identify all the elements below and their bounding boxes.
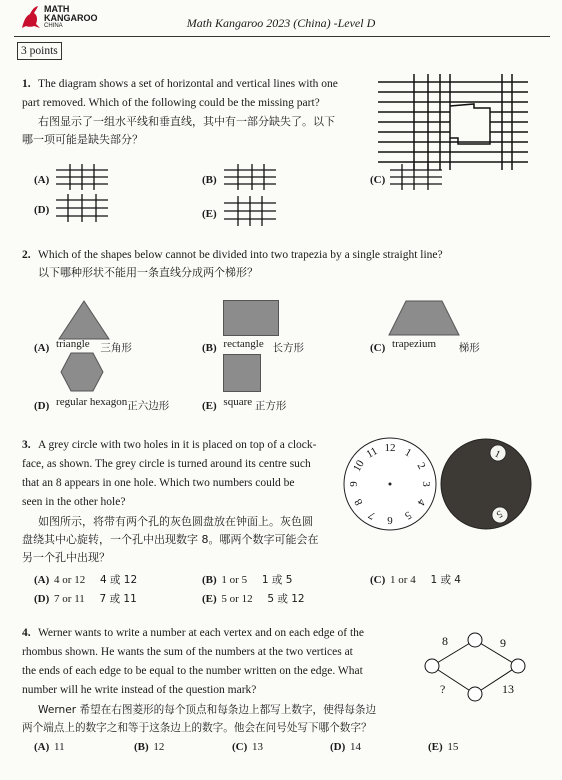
q3-text-en-3: that an 8 appears in one hole. Which two numbers could be — [22, 477, 295, 489]
q4-option-a-letter: (A) — [34, 741, 50, 753]
q4-option-a[interactable] — [34, 741, 65, 753]
q1-text-zh-2: 哪一项可能是缺失部分？ — [22, 133, 143, 146]
clock-number-12: 12 — [384, 442, 396, 454]
q1-text-en-1: The diagram shows a set of horizontal and vertical lines with one — [38, 78, 338, 90]
q3-option-b-zh: 1 或 5 — [261, 574, 293, 586]
q1-text-en-2: part removed. Which of the following could be the missing part? — [22, 97, 320, 109]
q3-text-zh-1: 如图所示，将带有两个孔的灰色圆盘放在钟面上。灰色圆 — [38, 515, 313, 528]
rhombus-diagram — [420, 630, 530, 714]
q3-option-b-letter: (B) — [202, 574, 217, 586]
q2-option-a-en: triangle — [56, 338, 90, 350]
q4-text-en-3: the ends of each edge to be equal to the number written on the edge. What — [22, 665, 363, 677]
q3-option-b-en: 1 or 5 — [221, 574, 248, 586]
q3-option-e-letter: (E) — [202, 593, 217, 605]
q1-option-a-figure — [56, 164, 108, 190]
q4-option-d-value: 14 — [350, 741, 362, 753]
q2-option-b[interactable] — [202, 340, 304, 355]
q4-option-b-value: 12 — [153, 741, 165, 753]
q2-option-a[interactable] — [34, 340, 132, 355]
clock-number-4: 4 — [414, 496, 428, 508]
q3-option-e-en: 5 or 12 — [221, 593, 253, 605]
q3-text-zh-2: 盘绕其中心旋转，一个孔中出现数字 8。哪两个数字可能会在 — [22, 533, 319, 546]
hexagon-shape — [60, 352, 104, 392]
q2-option-a-zh: 三角形 — [100, 342, 132, 354]
q3-option-e-zh: 5 或 12 — [267, 593, 305, 605]
q1-option-e-figure — [224, 196, 276, 226]
q4-option-e-value: 15 — [447, 741, 459, 753]
edge-label-top-left: 8 — [442, 634, 448, 648]
q3-text-en-2: face, as shown. The grey circle is turned around its centre such — [22, 458, 311, 470]
q2-text-zh: 以下哪种形状不能用一条直线分成两个梯形？ — [38, 266, 258, 279]
q1-option-a-letter: (A) — [34, 174, 50, 186]
q2-option-e-letter: (E) — [202, 400, 217, 412]
q3-text-en-4: seen in the other hole? — [22, 496, 126, 508]
edge-label-top-right: 9 — [500, 636, 506, 650]
clock-number-9: 9 — [348, 481, 360, 487]
q3-option-c[interactable] — [370, 572, 461, 587]
q2-option-b-zh: 长方形 — [272, 342, 304, 354]
q1-option-b-figure — [224, 164, 276, 190]
q4-option-c-value: 13 — [252, 741, 264, 753]
q3-option-a-letter: (A) — [34, 574, 50, 586]
q2-text-en: Which of the shapes below cannot be divided into two trapezia by a single straight line? — [38, 249, 443, 261]
q1-option-d-letter: (D) — [34, 204, 50, 216]
q4-text-en-4: number will he write instead of the question mark? — [22, 684, 257, 696]
edge-label-bottom-left: ? — [440, 682, 446, 696]
vertex-left — [425, 659, 439, 673]
q1-option-b-letter: (B) — [202, 174, 217, 186]
q2-option-b-en: rectangle — [223, 338, 264, 350]
q3-option-d[interactable] — [34, 591, 137, 606]
vertex-right — [511, 659, 525, 673]
q3-option-d-zh: 7 或 11 — [99, 593, 137, 605]
q2-option-a-letter: (A) — [34, 342, 50, 354]
q4-option-d[interactable] — [330, 741, 361, 753]
q2-option-e-en: square — [223, 396, 253, 408]
q3-option-a-en: 4 or 12 — [54, 574, 86, 586]
hole-number-1: 1 — [492, 448, 502, 461]
logo-line-2: KANGAROO — [44, 13, 98, 23]
q4-text-zh-1: Werner 希望在右图菱形的每个顶点和每条边上都写上数字，使得每条边 — [38, 704, 377, 716]
q1-option-b[interactable] — [202, 174, 217, 186]
q1-text-zh-1: 右图显示了一组水平线和垂直线，其中有一部分缺失了。以下 — [38, 115, 335, 128]
clock-number-1: 1 — [402, 446, 414, 460]
triangle-shape — [58, 300, 110, 340]
clock-number-11: 11 — [364, 445, 380, 461]
q3-option-a-zh: 4 或 12 — [99, 574, 138, 586]
q3-number: 3. — [22, 439, 31, 451]
q1-option-d[interactable] — [34, 204, 49, 216]
vertex-top — [468, 633, 482, 647]
q2-option-c[interactable] — [370, 340, 480, 355]
hole-number-5: 5 — [494, 507, 505, 520]
q1-option-c-figure — [390, 164, 442, 190]
q4-option-e-letter: (E) — [428, 741, 443, 753]
q4-text-zh-2: 两个端点上的数字之和等于这条边上的数字。他会在问号处写下哪个数字？ — [22, 722, 372, 734]
header — [0, 0, 562, 40]
header-rule — [14, 36, 550, 37]
logo-line-1: MATH — [44, 4, 70, 14]
q3-text-en-1: A grey circle with two holes in it is placed on top of a clock- — [38, 439, 317, 451]
clock-number-8: 8 — [352, 496, 366, 508]
clock-number-7: 7 — [366, 508, 378, 522]
edge-label-bottom-right: 13 — [502, 682, 514, 696]
q3-option-c-en: 1 or 4 — [390, 574, 416, 586]
q4-option-d-letter: (D) — [330, 741, 346, 753]
q2-option-e[interactable] — [202, 398, 286, 413]
q4-option-c-letter: (C) — [232, 741, 248, 753]
q3-option-e[interactable] — [202, 591, 305, 606]
q1-number: 1. — [22, 78, 31, 90]
q3-option-c-zh: 1 或 4 — [430, 574, 461, 586]
q4-option-e[interactable] — [428, 741, 458, 753]
clock-number-10: 10 — [350, 458, 367, 474]
q4-option-a-value: 11 — [54, 741, 65, 753]
rectangle-shape — [223, 300, 279, 336]
clock-number-3: 3 — [420, 481, 432, 487]
q1-option-e-letter: (E) — [202, 208, 217, 220]
q3-option-d-en: 7 or 11 — [54, 593, 85, 605]
q1-option-d-figure — [56, 194, 108, 222]
q4-number: 4. — [22, 627, 31, 639]
q1-option-a[interactable] — [34, 174, 49, 186]
q4-text-en-1: Werner wants to write a number at each vertex and on each edge of the — [38, 627, 365, 639]
trapezium-shape — [388, 300, 460, 336]
q2-option-e-zh: 正方形 — [254, 400, 287, 412]
square-shape — [223, 354, 261, 392]
q2-option-c-zh: 梯形 — [458, 342, 480, 354]
q3-option-b[interactable] — [202, 572, 292, 587]
q4-option-b-letter: (B) — [134, 741, 149, 753]
q4-option-b[interactable] — [134, 741, 164, 753]
q3-text-zh-3: 另一个孔中出现？ — [22, 551, 110, 564]
q1-option-c-letter: (C) — [370, 174, 386, 186]
vertex-bottom — [468, 687, 482, 701]
q1-grid-diagram — [378, 74, 528, 170]
q3-option-c-letter: (C) — [370, 574, 386, 586]
clock-number-2: 2 — [414, 460, 428, 472]
q2-option-d-en: regular hexagon — [56, 396, 128, 408]
grey-circle-disc — [440, 438, 532, 530]
q2-option-b-letter: (B) — [202, 342, 217, 354]
q1-option-c[interactable] — [370, 174, 385, 186]
logo-line-3: CHINA — [44, 23, 63, 29]
q2-option-d-letter: (D) — [34, 400, 50, 412]
q2-option-d-zh: 正六边形 — [127, 400, 170, 412]
q3-option-a[interactable] — [34, 572, 137, 587]
q2-option-d[interactable] — [34, 398, 169, 413]
q2-number: 2. — [22, 249, 31, 261]
q2-option-c-letter: (C) — [370, 342, 386, 354]
clock-number-5: 5 — [402, 508, 414, 522]
q4-text-en-2: rhombus shown. He wants the sum of the numbers at the two vertices at — [22, 646, 353, 658]
q2-option-c-en: trapezium — [392, 338, 437, 350]
header-title: Math Kangaroo 2023 (China) -Level D — [186, 16, 376, 30]
clock-number-6: 6 — [387, 514, 393, 526]
q3-option-d-letter: (D) — [34, 593, 50, 605]
q1-option-e[interactable] — [202, 208, 217, 220]
q4-option-c[interactable] — [232, 741, 263, 753]
section-label: 3 points — [17, 42, 62, 60]
clock-face — [342, 436, 438, 532]
